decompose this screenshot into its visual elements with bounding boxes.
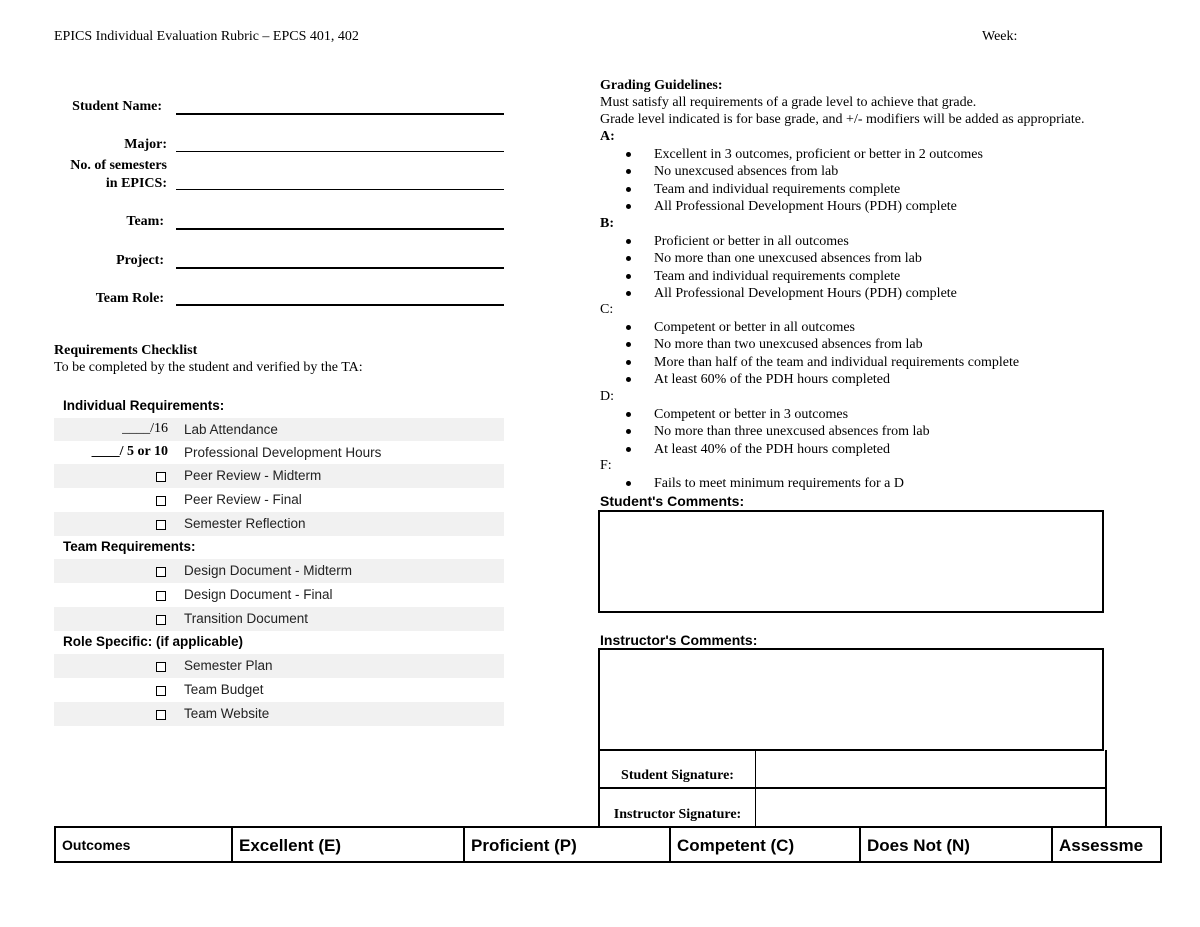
requirements-title: Requirements Checklist xyxy=(54,343,198,358)
role-specific-heading-row xyxy=(54,631,504,654)
grade-d-item: Competent or better in 3 outcomes xyxy=(600,406,930,423)
grade-a-item: Excellent in 3 outcomes, proficient or better in 2 outcomes xyxy=(600,146,983,163)
grade-c-item: At least 60% of the PDH hours completed xyxy=(600,371,1019,388)
pdh-row xyxy=(54,441,504,464)
student-signature-label: Student Signature: xyxy=(621,768,734,783)
grade-d-label: D: xyxy=(600,389,614,404)
requirements-subtitle: To be completed by the student and verified by the TA: xyxy=(54,360,363,375)
design-document-midterm-row xyxy=(54,559,504,583)
semester-plan-label: Semester Plan xyxy=(184,658,273,673)
project-label: Project: xyxy=(116,253,164,268)
semester-reflection-checkbox[interactable] xyxy=(156,520,166,530)
team-website-row xyxy=(54,702,504,726)
semester-reflection-row xyxy=(54,512,504,536)
major-field[interactable] xyxy=(176,151,504,152)
student-comments-box[interactable] xyxy=(598,510,1104,613)
proficient-header: Proficient (P) xyxy=(465,828,671,861)
transition-document-label: Transition Document xyxy=(184,611,309,626)
instructor-comments-label: Instructor's Comments: xyxy=(600,632,758,648)
assessment-header: Assessme xyxy=(1059,836,1144,855)
peer-review-midterm-row xyxy=(54,464,504,488)
grade-f-item: Fails to meet minimum requirements for a D xyxy=(600,475,904,492)
grade-c-label: C: xyxy=(600,302,614,317)
semester-reflection-label: Semester Reflection xyxy=(184,516,306,531)
peer-review-final-row xyxy=(54,488,504,512)
student-name-field[interactable] xyxy=(176,113,504,115)
grading-guidelines-title: Grading Guidelines: xyxy=(600,78,723,93)
grade-f-label: F: xyxy=(600,458,612,473)
team-website-checkbox[interactable] xyxy=(156,710,166,720)
lab-attendance-count[interactable]: ____/16 xyxy=(122,421,168,436)
team-website-label: Team Website xyxy=(184,706,270,721)
competent-header: Competent (C) xyxy=(671,828,861,861)
lab-attendance-label: Lab Attendance xyxy=(184,422,278,437)
signature-divider xyxy=(755,750,756,787)
outcomes-table-header xyxy=(54,826,1162,863)
outcomes-header: Outcomes xyxy=(56,828,233,861)
grading-line-2: Grade level indicated is for base grade, and +/- modifiers will be added as appropriate. xyxy=(600,112,1085,127)
grade-d-item: No more than three unexcused absences from lab xyxy=(600,423,930,440)
team-requirements-heading: Team Requirements: xyxy=(63,539,196,554)
grade-a-item: All Professional Development Hours (PDH) complete xyxy=(600,198,983,215)
grade-d-item: At least 40% of the PDH hours completed xyxy=(600,441,930,458)
team-requirements-heading-row xyxy=(54,536,504,559)
peer-review-midterm-checkbox[interactable] xyxy=(156,472,166,482)
team-role-field[interactable] xyxy=(176,304,504,306)
transition-document-row xyxy=(54,607,504,631)
grade-b-label: B: xyxy=(600,216,614,231)
semesters-label-line2: in EPICS: xyxy=(105,176,167,191)
team-role-label: Team Role: xyxy=(95,291,164,306)
grade-b-item: No more than one unexcused absences from lab xyxy=(600,250,957,267)
peer-review-midterm-label: Peer Review - Midterm xyxy=(184,468,322,483)
instructor-comments-box[interactable] xyxy=(598,648,1104,751)
team-budget-row xyxy=(54,678,504,702)
grade-a-list xyxy=(600,146,983,215)
peer-review-final-checkbox[interactable] xyxy=(156,496,166,506)
grade-a-item: No unexcused absences from lab xyxy=(600,163,983,180)
grade-f-list xyxy=(600,475,904,492)
student-name-label: Student Name: xyxy=(72,99,162,114)
grade-c-list xyxy=(600,319,1019,388)
requirements-checklist xyxy=(54,395,504,726)
design-document-final-row xyxy=(54,583,504,607)
role-specific-heading: Role Specific: (if applicable) xyxy=(63,634,244,649)
pdh-label: Professional Development Hours xyxy=(184,445,382,460)
individual-requirements-heading-row xyxy=(54,395,504,418)
semesters-label-line1: No. of semesters xyxy=(70,158,167,173)
semester-plan-checkbox[interactable] xyxy=(156,662,166,672)
grade-b-item: Team and individual requirements complete xyxy=(600,268,957,285)
grading-line-1: Must satisfy all requirements of a grade level to achieve that grade. xyxy=(600,95,977,110)
transition-document-checkbox[interactable] xyxy=(156,615,166,625)
instructor-signature-row[interactable] xyxy=(600,789,1105,826)
signature-table xyxy=(598,750,1107,826)
grade-b-item: Proficient or better in all outcomes xyxy=(600,233,957,250)
design-document-final-checkbox[interactable] xyxy=(156,591,166,601)
document-title: EPICS Individual Evaluation Rubric – EPCS 401, 402 xyxy=(54,29,359,44)
student-signature-row[interactable] xyxy=(600,750,1105,789)
excellent-header: Excellent (E) xyxy=(233,828,465,861)
semesters-field[interactable] xyxy=(176,189,504,190)
peer-review-final-label: Peer Review - Final xyxy=(184,492,302,507)
grade-b-item: All Professional Development Hours (PDH) complete xyxy=(600,285,957,302)
instructor-signature-label: Instructor Signature: xyxy=(613,807,742,822)
student-comments-label: Student's Comments: xyxy=(600,493,745,509)
grade-c-item: No more than two unexcused absences from lab xyxy=(600,336,1019,353)
grade-c-item: Competent or better in all outcomes xyxy=(600,319,1019,336)
semester-plan-row xyxy=(54,654,504,678)
team-field[interactable] xyxy=(176,228,504,230)
project-field[interactable] xyxy=(176,267,504,269)
team-budget-checkbox[interactable] xyxy=(156,686,166,696)
team-label: Team: xyxy=(126,214,164,229)
does-not-header: Does Not (N) xyxy=(861,828,1053,861)
grade-b-list xyxy=(600,233,957,302)
grade-a-item: Team and individual requirements complete xyxy=(600,181,983,198)
lab-attendance-row xyxy=(54,418,504,441)
design-document-final-label: Design Document - Final xyxy=(184,587,333,602)
major-label: Major: xyxy=(124,137,167,152)
grade-a-label: A: xyxy=(600,129,615,144)
grade-d-list xyxy=(600,406,930,458)
grade-c-item: More than half of the team and individual requirements complete xyxy=(600,354,1019,371)
design-document-midterm-label: Design Document - Midterm xyxy=(184,563,353,578)
week-label: Week: xyxy=(982,29,1018,44)
design-document-midterm-checkbox[interactable] xyxy=(156,567,166,577)
signature-divider xyxy=(755,789,756,826)
pdh-count[interactable]: ____/ 5 or 10 xyxy=(91,444,168,459)
team-budget-label: Team Budget xyxy=(184,682,264,697)
individual-requirements-heading: Individual Requirements: xyxy=(63,398,225,413)
